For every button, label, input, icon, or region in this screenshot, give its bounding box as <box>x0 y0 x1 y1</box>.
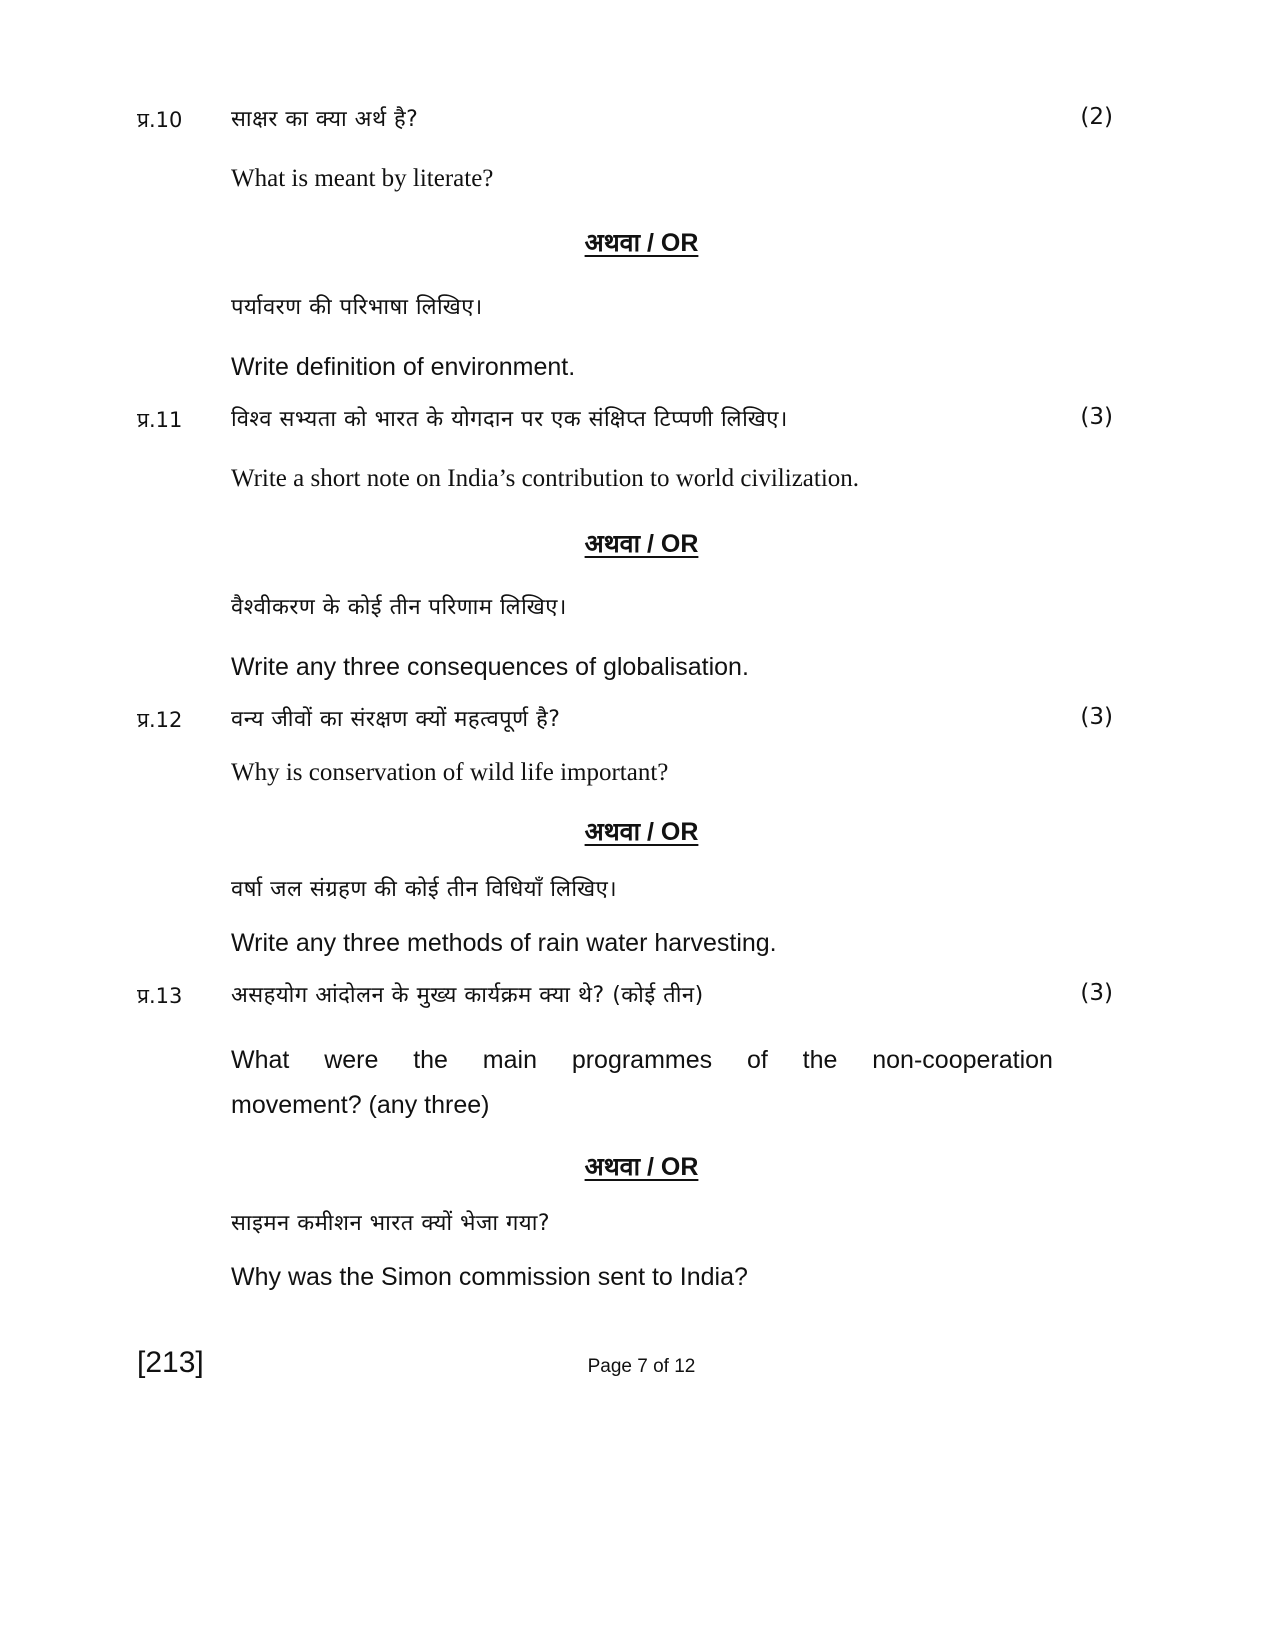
word: What <box>231 1046 290 1074</box>
question-number-12: प्र.12 <box>137 708 183 732</box>
question-11-alt-hindi: वैश्वीकरण के कोई तीन परिणाम लिखिए। <box>231 595 567 620</box>
question-13-hindi: असहयोग आंदोलन के मुख्य कार्यक्रम क्या थे? (कोई तीन) <box>231 983 704 1008</box>
question-11-alt-english: Write any three consequences of globalisation. <box>231 653 749 681</box>
word: non-cooperation <box>872 1046 1053 1074</box>
question-10-marks: (2) <box>1080 104 1113 130</box>
word: main <box>482 1046 537 1074</box>
word: of <box>746 1046 768 1074</box>
question-13-english-line1 <box>231 1046 1053 1075</box>
paper-code: [213] <box>137 1346 204 1379</box>
question-11-marks: (3) <box>1080 404 1113 430</box>
question-13-marks: (3) <box>1080 980 1113 1006</box>
question-11-hindi: विश्व सभ्यता को भारत के योगदान पर एक संक्षिप्त टिप्पणी लिखिए। <box>231 407 788 432</box>
word: the <box>802 1046 838 1074</box>
or-divider-12 <box>0 814 1275 848</box>
question-12-hindi: वन्य जीवों का संरक्षण क्यों महत्वपूर्ण है? <box>231 707 561 732</box>
or-divider-11 <box>0 526 1275 560</box>
question-13-english-line2: movement? (any three) <box>231 1091 490 1119</box>
word: programmes <box>571 1046 713 1074</box>
or-label: अथवा / OR <box>584 229 699 257</box>
question-10-hindi: साक्षर का क्या अर्थ है? <box>231 107 419 132</box>
question-11-english: Write a short note on India’s contribution to world civilization. <box>231 465 860 492</box>
or-label: अथवा / OR <box>584 1153 699 1181</box>
question-13-alt-english: Why was the Simon commission sent to India? <box>231 1263 748 1291</box>
question-12-alt-hindi: वर्षा जल संग्रहण की कोई तीन विधियाँ लिखिए। <box>231 877 618 902</box>
question-number-11: प्र.11 <box>137 408 183 432</box>
question-13-alt-hindi: साइमन कमीशन भारत क्यों भेजा गया? <box>231 1211 551 1236</box>
word: were <box>324 1046 379 1074</box>
question-number-10: प्र.10 <box>137 108 183 132</box>
or-divider-10 <box>0 225 1275 259</box>
question-12-english: Why is conservation of wild life important? <box>231 759 669 786</box>
question-10-alt-hindi: पर्यावरण की परिभाषा लिखिए। <box>231 295 483 320</box>
page-number: Page 7 of 12 <box>587 1356 696 1377</box>
or-label: अथवा / OR <box>584 818 699 846</box>
or-label: अथवा / OR <box>584 530 699 558</box>
question-10-alt-english: Write definition of environment. <box>231 353 576 381</box>
question-12-marks: (3) <box>1080 704 1113 730</box>
question-12-alt-english: Write any three methods of rain water harvesting. <box>231 929 777 957</box>
word: the <box>413 1046 448 1074</box>
or-divider-13 <box>0 1149 1275 1183</box>
question-10-english: What is meant by literate? <box>231 165 494 192</box>
question-number-13: प्र.13 <box>137 984 183 1008</box>
